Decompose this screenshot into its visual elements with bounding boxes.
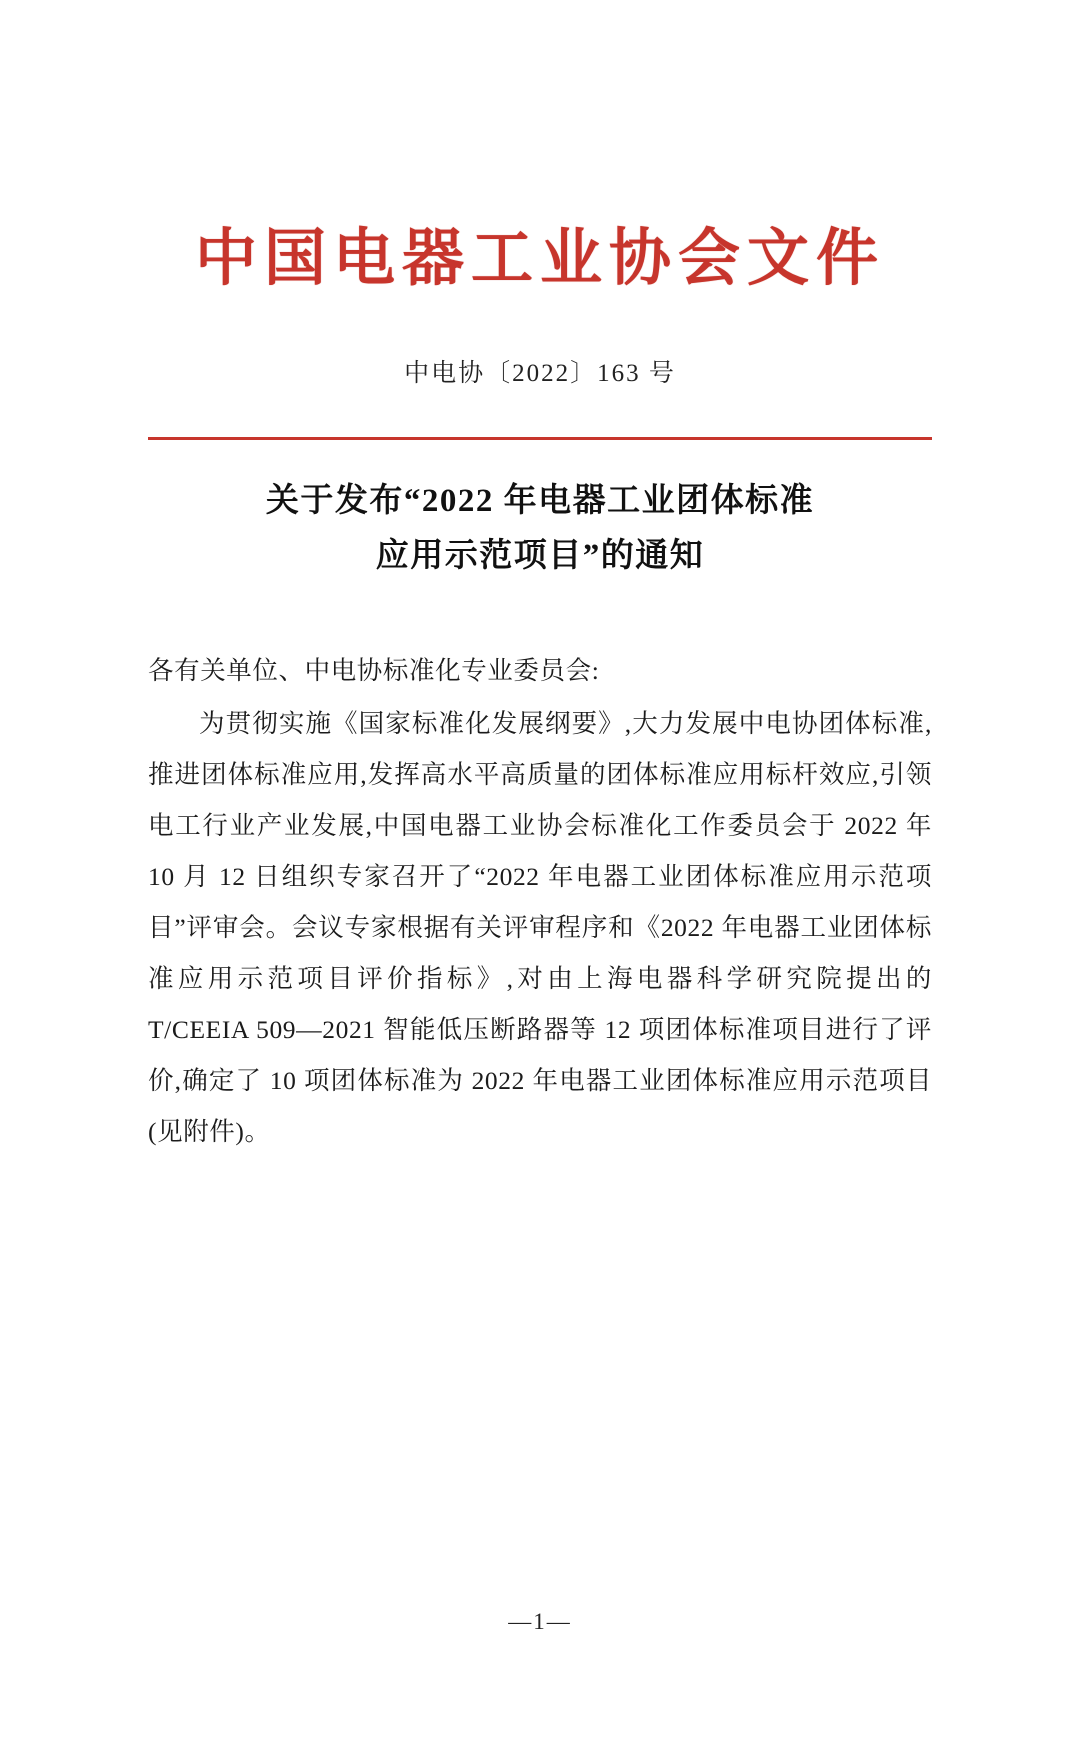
salutation-paragraph: 各有关单位、中电协标准化专业委员会:: [148, 656, 600, 686]
document-number: 中电协〔2022〕163 号: [404, 360, 676, 388]
red-divider-rule: [148, 437, 932, 440]
document-title-line-1: 关于发布“2022 年电器工业团体标准: [265, 483, 815, 520]
document-title-line-2: 应用示范项目”的通知: [375, 537, 705, 574]
document-body: [148, 645, 932, 1157]
body-paragraph: 为贯彻实施《国家标准化发展纲要》,大力发展中电协团体标准,推进团体标准应用,发挥高水平高质量的团体标准应用标杆效应,引领电工行业产业发展,中国电器工业协会标准化工作委员会于 2022 年 10 月 12 日组织专家召开了“2022 年电器工业团体标准应用示范项目”评审会。会议专家根据有关评审程序和《2022 年电器工业团体标准应用示范项目评价指标》,对由上海电器科学研究院提出的 T/CEEIA 509—2021 智能低压断路器等 12 项团体标准项目进行了评价,确定了 10 项团体标准为 2022 年电器工业团体标准应用示范项目(见附件)。: [148, 709, 932, 1147]
document-page: [0, 225, 1080, 1753]
page-number: —1—: [508, 1609, 572, 1634]
document-masthead: 中国电器工业协会文件: [194, 225, 885, 293]
document-title: [148, 474, 932, 583]
